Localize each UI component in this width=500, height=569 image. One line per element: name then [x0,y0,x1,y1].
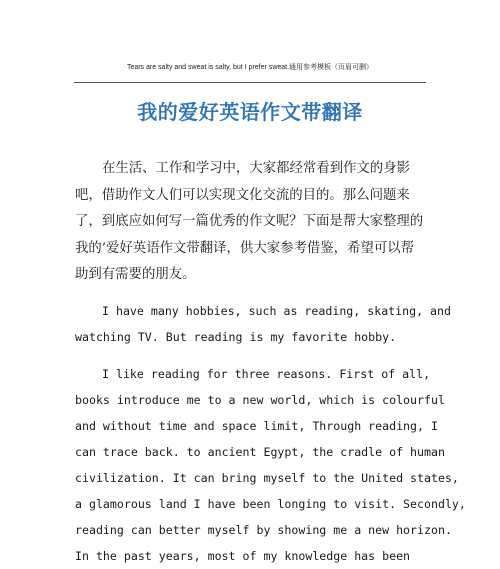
text-line: civilization. It can bring myself to the United states, [75,471,459,485]
document-title: 我的爱好英语作文带翻译 [137,100,363,124]
text-line: In the past years, most of my knowledge has been [75,549,411,563]
text-line: watching TV. But reading is my favorite hobby. [75,330,397,344]
text-line: I have many hobbies, such as reading, skating, and [102,304,452,318]
english-paragraph-2 [75,361,466,569]
text-line: can trace back. to ancient Egypt, the cradle of human [75,445,445,459]
english-paragraph-1 [75,298,452,350]
header-divider [74,82,426,83]
text-line: I like reading for three reasons. First of all, [102,367,431,381]
text-line: books introduce me to a new world, which is colourful [75,393,445,407]
page-header: Tears are salty and sweat is salty, but I prefer sweat.通用参考模板（页眉可删） [126,64,374,71]
text-line: a glamorous land I have been longing to visit. Secondly, [75,497,466,511]
intro-paragraph: 在生活、工作和学习中，大家都经常看到作文的身影吧，借助作文人们可以实现文化交流的目的。那么问题来了，到底应如何写一篇优秀的作文呢？下面是帮大家整理的我的’爱好英语作文带翻译，供大家参考借鉴，希望可以帮助到有需要的朋友。 [75,161,424,282]
text-line: reading can better myself by showing me a new horizon. [75,523,452,537]
text-line: and without time and space limit, Through reading, I [75,419,438,433]
